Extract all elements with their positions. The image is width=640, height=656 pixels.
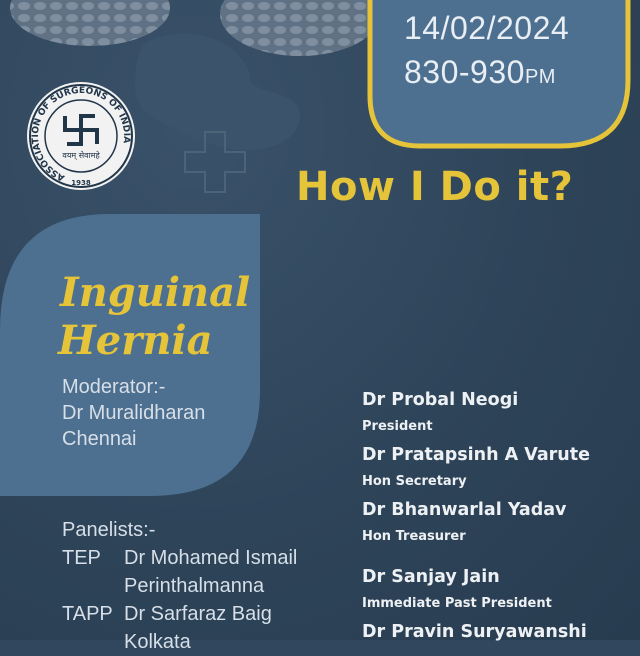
series-title: How I Do it? [296,164,574,210]
asi-logo [22,82,140,194]
panelist-city: Perinthalmanna [124,575,265,597]
official-role: President [362,419,433,434]
panelists-label: Panelists:- [62,519,156,541]
panelist-technique: TEP [62,547,101,569]
logo-motto: वयम् सेवामहे [62,151,100,160]
official-role: Immediate Past President [362,596,552,611]
official-role: Hon Treasurer [362,529,466,544]
official-name: Dr Pratapsinh A Varute [362,445,590,465]
official-name: Dr Sanjay Jain [362,567,500,587]
event-time: 830-930 [404,54,525,90]
panelist-name: Dr Mohamed Ismail [124,547,298,569]
topic-line-1: Inguinal [60,269,251,316]
panelist-name: Dr Sarfaraz Baig [124,603,272,625]
panelist-technique: TAPP [62,603,113,625]
moderator-label: Moderator:- [62,376,166,398]
topic-line-2: Hernia [58,317,213,364]
event-time-suffix: PM [524,66,556,88]
panelist-city: Kolkata [124,631,191,653]
logo-year: 1938 [71,179,91,187]
event-date: 14/02/2024 [404,10,570,46]
moderator-city: Chennai [62,428,137,450]
moderator-block [62,374,205,452]
logo-ring-text: ASSOCIATION OF SURGEONS OF INDIA [30,85,132,183]
official-name: Dr Pravin Suryawanshi [362,622,587,642]
official-name: Dr Probal Neogi [362,390,519,410]
official-name: Dr Bhanwarlal Yadav [362,500,567,520]
moderator-name: Dr Muralidharan [62,402,206,424]
official-role: Hon Secretary [362,474,467,489]
event-time-row [404,54,556,91]
